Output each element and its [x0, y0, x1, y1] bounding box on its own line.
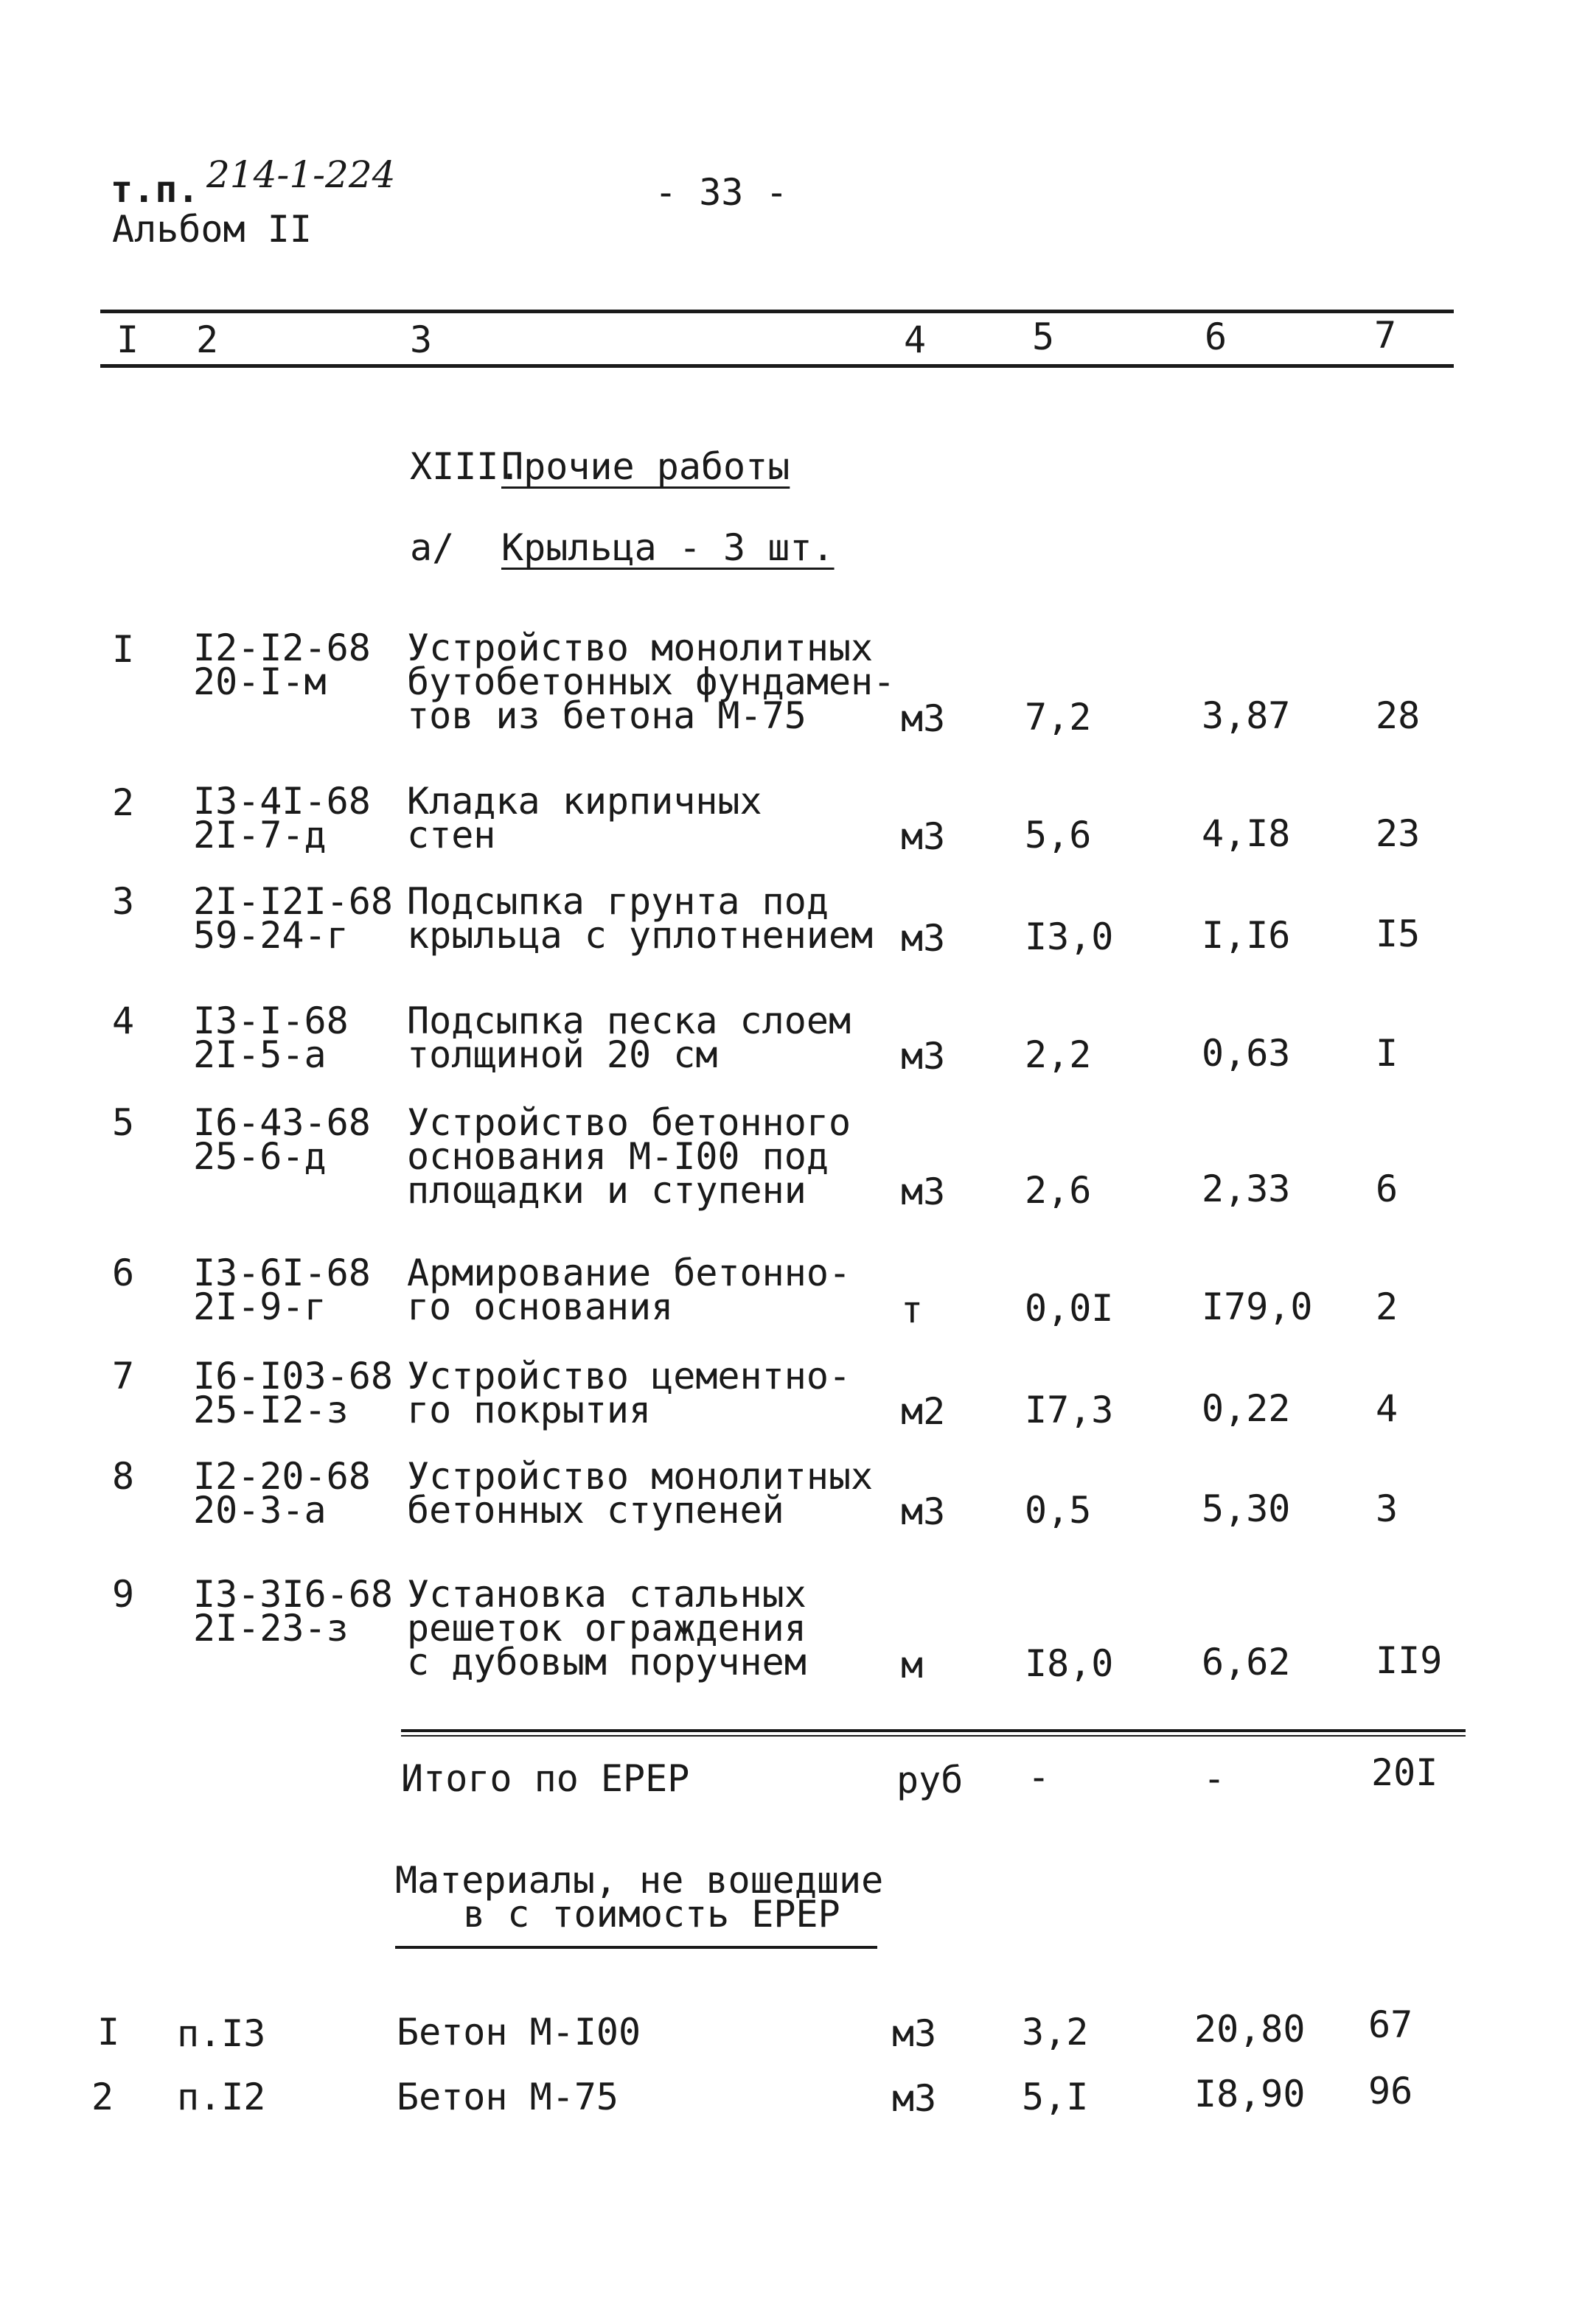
- row-number: 3: [112, 880, 135, 923]
- section-number: XIII.: [410, 445, 521, 488]
- material-reference: п.I2: [177, 2076, 266, 2118]
- row-description-line: площадки и ступени: [407, 1169, 807, 1212]
- row-number: 4: [112, 999, 135, 1042]
- row-number: 6: [112, 1252, 135, 1294]
- row-code-line: I6-43-68: [193, 1101, 371, 1144]
- row-description-line: Установка стальных: [407, 1573, 807, 1616]
- row-description-line: Устройство монолитных: [407, 1455, 874, 1498]
- header-top-rule: [100, 310, 1454, 313]
- row-number: 2: [112, 781, 135, 824]
- row-code-line: I6-I03-68: [193, 1355, 393, 1397]
- row-code-line: 20-I-м: [193, 660, 327, 703]
- row-unit: м3: [901, 917, 946, 960]
- row-total: 28: [1376, 694, 1421, 737]
- row-description-line: го покрытия: [407, 1389, 652, 1431]
- row-total: II9: [1376, 1639, 1443, 1682]
- row-unit-price: 3,87: [1202, 694, 1291, 737]
- row-description-line: Устройство монолитных: [407, 627, 874, 669]
- total-quantity: -: [1028, 1756, 1051, 1798]
- row-code-line: 2I-7-д: [193, 814, 327, 856]
- subsection-title: Крыльца - 3 шт.: [501, 526, 835, 569]
- row-quantity: 5,6: [1025, 814, 1092, 856]
- header-bottom-rule: [100, 364, 1454, 368]
- row-description-line: с дубовым поручнем: [407, 1641, 807, 1683]
- material-total: 67: [1368, 2003, 1413, 2046]
- row-quantity: I8,0: [1025, 1642, 1114, 1685]
- row-description-line: толщиной 20 см: [407, 1033, 718, 1076]
- row-number: 9: [112, 1573, 135, 1616]
- row-code-line: 2I-I2I-68: [193, 880, 393, 923]
- column-number-4: 4: [904, 318, 927, 361]
- subsection-number: а/: [410, 526, 455, 569]
- row-code-line: I3-4I-68: [193, 780, 371, 823]
- row-unit-price: I,I6: [1202, 914, 1291, 957]
- total-rule-lower: [401, 1735, 1466, 1737]
- row-total: I5: [1376, 912, 1421, 955]
- material-total: 96: [1368, 2070, 1413, 2112]
- row-total: 23: [1376, 812, 1421, 855]
- column-number-6: 6: [1205, 315, 1227, 358]
- row-number: 5: [112, 1101, 135, 1144]
- row-code-line: 2I-9-г: [193, 1285, 327, 1328]
- row-unit: м3: [901, 697, 946, 740]
- row-unit: м3: [901, 815, 946, 858]
- row-description-line: Армирование бетонно-: [407, 1252, 851, 1294]
- row-unit-price: 5,30: [1202, 1487, 1291, 1530]
- row-description-line: Кладка кирпичных: [407, 780, 762, 823]
- row-total: 6: [1376, 1168, 1398, 1210]
- row-total: 2: [1376, 1285, 1398, 1328]
- page-number: - 33 -: [655, 171, 788, 214]
- row-code-line: 20-3-а: [193, 1489, 327, 1532]
- row-unit: т: [901, 1288, 924, 1331]
- material-name: Бетон М-75: [397, 2076, 619, 2118]
- row-number: I: [112, 628, 135, 671]
- material-reference: п.I3: [177, 2012, 266, 2055]
- row-quantity: I7,3: [1025, 1389, 1114, 1431]
- column-number-5: 5: [1032, 315, 1055, 358]
- row-description-line: стен: [407, 814, 496, 856]
- row-code-line: 25-6-д: [193, 1135, 327, 1178]
- row-number: 8: [112, 1455, 135, 1498]
- total-rule: [401, 1729, 1466, 1732]
- row-description-line: бетонных ступеней: [407, 1489, 784, 1532]
- material-unit-price: I8,90: [1194, 2073, 1306, 2115]
- row-unit-price: 2,33: [1202, 1168, 1291, 1210]
- material-name: Бетон М-I00: [397, 2011, 641, 2053]
- materials-title-rule: [395, 1946, 877, 1949]
- row-code-line: 2I-23-з: [193, 1607, 349, 1650]
- album-label: Альбом II: [112, 208, 312, 251]
- row-description-line: Устройство бетонного: [407, 1101, 851, 1144]
- material-quantity: 5,I: [1022, 2076, 1089, 2118]
- total-label: Итого по ЕРЕР: [401, 1757, 690, 1800]
- doc-number-handwritten: 214-1-224: [206, 153, 396, 196]
- row-description-line: бутобетонных фундамен-: [407, 660, 896, 703]
- total-unit: руб: [896, 1759, 964, 1801]
- row-unit: м3: [901, 1170, 946, 1213]
- row-code-line: I2-I2-68: [193, 627, 371, 669]
- section-title: Прочие работы: [501, 445, 790, 488]
- row-unit: м: [901, 1644, 924, 1686]
- material-number: I: [97, 2011, 120, 2053]
- material-unit: м3: [892, 2012, 937, 2055]
- row-unit-price: 0,22: [1202, 1387, 1291, 1430]
- row-description-line: основания М-I00 под: [407, 1135, 829, 1178]
- row-description-line: крыльца с уплотнением: [407, 914, 874, 957]
- row-description-line: тов из бетона М-75: [407, 694, 807, 737]
- row-unit: м2: [901, 1390, 946, 1433]
- row-code-line: I2-20-68: [193, 1455, 371, 1498]
- row-quantity: 7,2: [1025, 696, 1092, 739]
- row-code-line: I3-3I6-68: [193, 1573, 393, 1616]
- row-unit: м3: [901, 1035, 946, 1078]
- row-description-line: Подсыпка песка слоем: [407, 999, 851, 1042]
- material-unit: м3: [892, 2077, 937, 2120]
- row-quantity: 2,6: [1025, 1169, 1092, 1212]
- row-code-line: 25-I2-з: [193, 1389, 349, 1431]
- row-code-line: 59-24-г: [193, 914, 349, 957]
- row-description-line: Подсыпка грунта под: [407, 880, 829, 923]
- row-description-line: решеток ограждения: [407, 1607, 807, 1650]
- row-code-line: 2I-5-а: [193, 1033, 327, 1076]
- row-unit: м3: [901, 1490, 946, 1533]
- doc-prefix: т.п.: [111, 168, 200, 211]
- material-quantity: 3,2: [1022, 2011, 1089, 2053]
- column-number-7: 7: [1374, 314, 1397, 357]
- row-quantity: 0,0I: [1025, 1287, 1114, 1330]
- material-number: 2: [91, 2076, 114, 2118]
- material-unit-price: 20,80: [1194, 2008, 1306, 2051]
- materials-title-line: Материалы, не вошедшие: [395, 1859, 884, 1902]
- row-description-line: го основания: [407, 1285, 674, 1328]
- total-unit-price: -: [1203, 1757, 1226, 1800]
- column-number-3: 3: [410, 318, 433, 361]
- row-total: 3: [1376, 1487, 1398, 1530]
- row-quantity: I3,0: [1025, 915, 1114, 958]
- row-unit-price: 6,62: [1202, 1641, 1291, 1683]
- column-number-1: I: [116, 318, 139, 361]
- row-code-line: I3-I-68: [193, 999, 349, 1042]
- column-number-2: 2: [196, 318, 219, 361]
- row-unit-price: I79,0: [1202, 1285, 1313, 1328]
- row-total: I: [1376, 1032, 1398, 1075]
- row-quantity: 2,2: [1025, 1033, 1092, 1076]
- row-quantity: 0,5: [1025, 1489, 1092, 1532]
- total-sum: 20I: [1371, 1751, 1438, 1794]
- row-description-line: Устройство цементно-: [407, 1355, 851, 1397]
- materials-title-line: в с тоимость ЕРЕР: [463, 1893, 840, 1936]
- row-code-line: I3-6I-68: [193, 1252, 371, 1294]
- row-total: 4: [1376, 1387, 1398, 1430]
- row-unit-price: 4,I8: [1202, 812, 1291, 855]
- row-number: 7: [112, 1355, 135, 1397]
- row-unit-price: 0,63: [1202, 1032, 1291, 1075]
